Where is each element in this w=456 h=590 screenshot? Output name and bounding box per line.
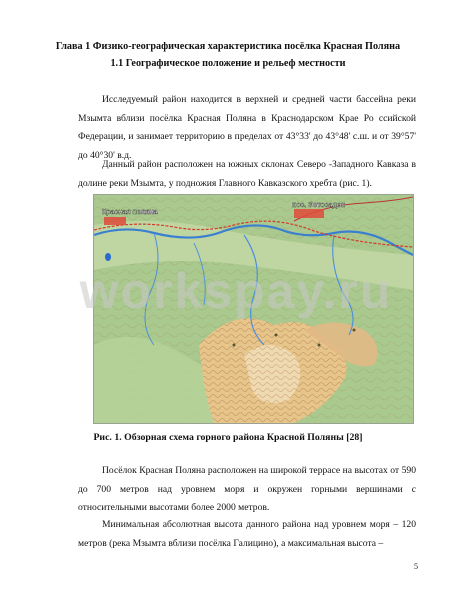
paragraph-3-text: Посёлок Красная Поляна расположен на широкой террасе на высотах от 590 до 700 метров над уровнем моря и окружен горными вершинами с относительными высотами более 2000 метров. <box>78 465 416 513</box>
paragraph-4-text: Минимальная абсолютная высота данного района над уровнем моря – 120 метров (река Мзымта вблизи посёлка Галицино), а максимальная высота – <box>78 519 416 549</box>
section-title: 1.1 Географическое положение и рельеф местности <box>110 58 346 69</box>
paragraph-2-text: Данный район расположен на южных склонах Северо -Западного Кавказа в долине реки Мзымта, у подножия Главного Кавказского хребта (рис. 1). <box>78 159 416 189</box>
paragraph-4 <box>78 516 416 553</box>
overview-map <box>93 194 414 424</box>
page-number: 5 <box>414 562 418 571</box>
map-label-estosadok: пос. Эстосадок <box>292 202 345 209</box>
figure-caption: Рис. 1. Обзорная схема горного района Красной Поляны [28] <box>93 432 363 443</box>
watermark: workspay.ru <box>79 263 393 319</box>
paragraph-3 <box>78 462 416 518</box>
paragraph-1 <box>78 91 416 165</box>
paragraph-2 <box>78 156 416 193</box>
chapter-title: Глава 1 Физико-географическая характеристика посёлка Красная Поляна <box>55 41 401 52</box>
paragraph-1-text: Исследуемый район находится в верхней и средней части бассейна реки Мзымта вблизи посёлка Красная Поляна в Краснодарском Крае Ро ссийской Федерации, и занимает территорию в пределах от 43°33' до 43°48' с.ш. и от 39°57' до 40°30' в.д. <box>78 94 416 161</box>
map-label-krasnaya-polyana: Красная поляна <box>102 209 158 216</box>
